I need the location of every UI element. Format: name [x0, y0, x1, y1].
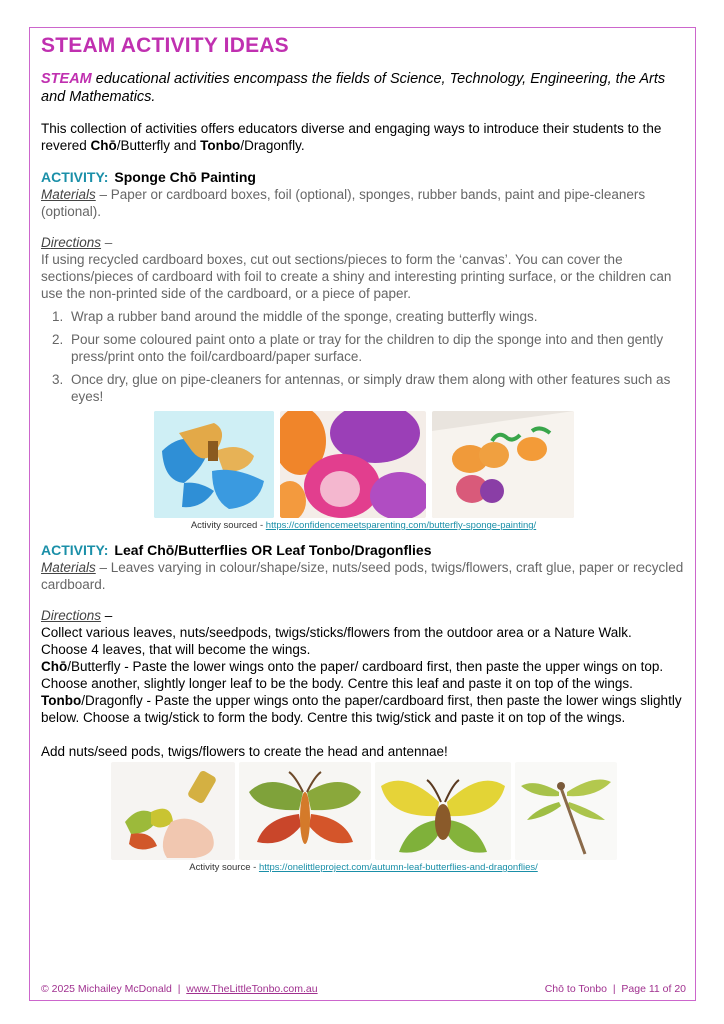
collection-text-a: This collection of activities offers educators diverse and engaging ways to introduce their students to the revered — [41, 121, 662, 153]
caption-prefix: Activity sourced - — [190, 520, 266, 531]
caption-prefix: Activity source - — [189, 862, 259, 873]
intro-text: educational activities encompass the fields of Science, Technology, Engineering, the Arts and Mathematics. — [41, 71, 666, 105]
footer-left — [41, 983, 318, 995]
footer-right: Chō to Tonbo | Page 11 of 20 — [544, 983, 686, 995]
materials-label: Materials — [41, 560, 96, 575]
footer-copyright: © 2025 Michailey McDonald | — [41, 983, 187, 995]
sponge-photo — [154, 411, 274, 518]
activity2-tonbo-instructions — [41, 692, 686, 726]
activity2-photos — [41, 762, 686, 860]
activity1-name: Sponge Chō Painting — [114, 169, 256, 185]
page-content — [41, 34, 686, 873]
collection-text-c: /Dragonfly. — [240, 138, 305, 153]
collection-paragraph — [41, 120, 686, 154]
directions-label: Directions — [41, 235, 102, 250]
activity1-caption — [41, 520, 686, 531]
activity2-name: Leaf Chō/Butterflies OR Leaf Tonbo/Dragonflies — [114, 542, 432, 558]
activity2-directions-label — [41, 607, 686, 624]
activity2-label: ACTIVITY: — [41, 542, 109, 558]
activity2-source-link[interactable]: https://onelittleproject.com/autumn-leaf-butterflies-and-dragonflies/ — [258, 862, 538, 873]
tonbo-text: /Dragonfly - Paste the upper wings onto the paper/cardboard first, then paste the lower wings slightly below. Choose a twig/stick to form the body. Centre this twig/stick and paste it on top of the wings. — [41, 693, 682, 725]
activity1-photos — [41, 411, 686, 518]
activity2-caption — [41, 862, 686, 873]
directions-dash: – — [101, 235, 113, 250]
footer-site-link[interactable]: www.TheLittleTonbo.com.au — [186, 983, 318, 995]
step-item: 1. Wrap a rubber band around the middle of the sponge, creating butterfly wings. — [67, 308, 686, 325]
activity2-final: Add nuts/seed pods, twigs/flowers to create the head and antennae! — [41, 744, 448, 759]
activity2-line2: Choose 4 leaves, that will become the wings. — [41, 642, 311, 657]
materials-text: – Paper or cardboard boxes, foil (optional), sponges, rubber bands, paint and pipe-cleaners (optional). — [41, 187, 646, 219]
paint-print-photo — [280, 411, 426, 518]
activity1-heading — [41, 168, 686, 186]
activity2-materials — [41, 559, 686, 593]
cho-word: Chō — [90, 138, 117, 153]
leaf-butterfly-photo — [239, 762, 371, 860]
cho-word: Chō — [41, 659, 68, 674]
painted-butterflies-photo — [432, 411, 574, 518]
activity2-line1: Collect various leaves, nuts/seedpods, twigs/sticks/flowers from the outdoor area or a Nature Walk. — [41, 625, 632, 640]
leaf-dragonfly-photo — [515, 762, 617, 860]
collection-text-b: /Butterfly and — [116, 138, 201, 153]
activity1-directions-text: If using recycled cardboard boxes, cut out sections/pieces to form the ‘canvas’. You can cover the sections/pieces of cardboard with foil to create a shiny and interesting printing surface, or the children can use the non-printed side of the cardboard, or a piece of paper. — [41, 252, 672, 301]
activity2-cho-instructions — [41, 658, 686, 692]
cho-text: /Butterfly - Paste the lower wings onto the paper/ cardboard first, then paste the upper wings on top. Choose another, slightly longer leaf to be the body. Centre this leaf and paste it on top of the wings. — [41, 659, 664, 691]
page-footer — [41, 983, 686, 995]
intro-paragraph — [41, 70, 686, 106]
steam-word: STEAM — [41, 71, 92, 87]
step-item: 3. Once dry, glue on pipe-cleaners for antennas, or simply draw them along with other features such as eyes! — [67, 371, 686, 405]
activity1-directions-label — [41, 234, 686, 251]
activity1-materials — [41, 186, 686, 220]
activity1-source-link[interactable]: https://confidencemeetsparenting.com/butterfly-sponge-painting/ — [265, 520, 537, 531]
page-title: STEAM ACTIVITY IDEAS — [41, 34, 289, 57]
tonbo-word: Tonbo — [200, 138, 241, 153]
activity2-heading — [41, 541, 686, 559]
yellow-leaf-butterfly-photo — [375, 762, 511, 860]
directions-dash: – — [101, 608, 113, 623]
tonbo-word: Tonbo — [41, 693, 82, 708]
activity1-label: ACTIVITY: — [41, 169, 109, 185]
materials-label: Materials — [41, 187, 96, 202]
step-item: 2. Pour some coloured paint onto a plate or tray for the children to dip the sponge into and then gently press/print onto the foil/cardboard/paper surface. — [67, 331, 686, 365]
activity1-steps — [41, 308, 686, 405]
materials-text: – Leaves varying in colour/shape/size, nuts/seed pods, twigs/flowers, craft glue, paper or recycled cardboard. — [41, 560, 684, 592]
directions-label: Directions — [41, 608, 102, 623]
glue-leaf-photo — [111, 762, 235, 860]
